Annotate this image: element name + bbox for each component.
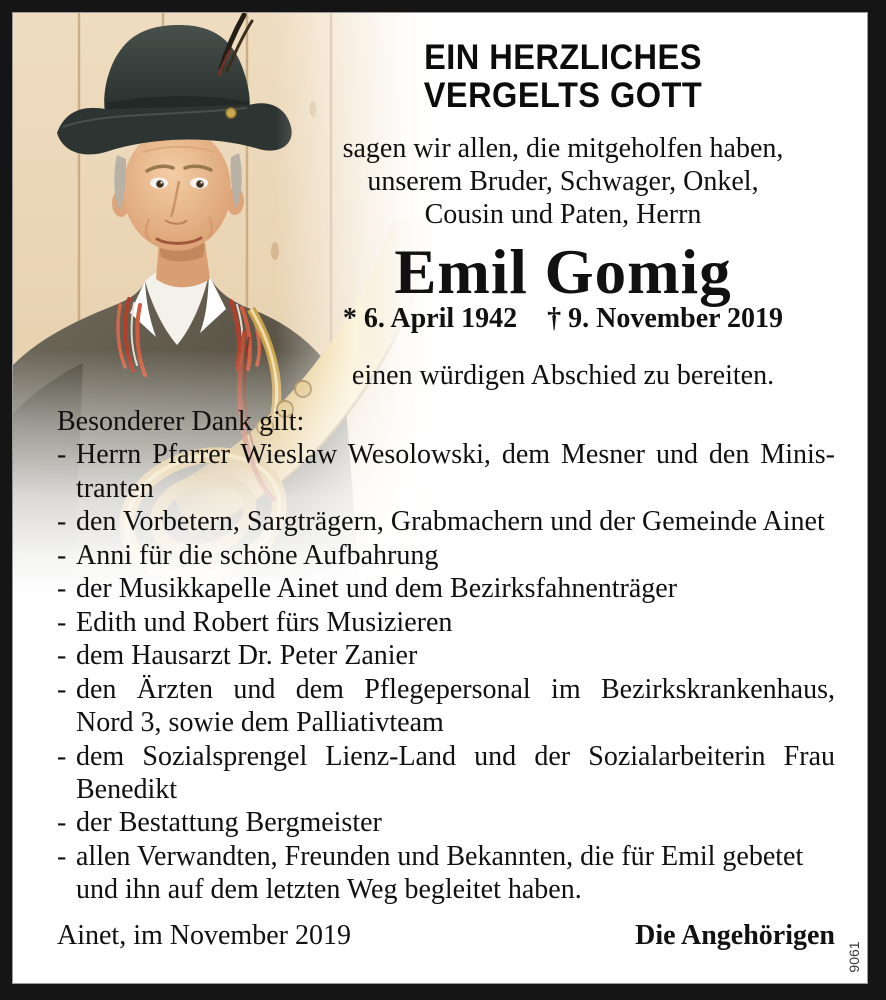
thanks-line: der Bestattung Bergmeister [76, 807, 382, 839]
thanks-line: und ihn auf dem letzten Weg begleitet haben. [76, 874, 582, 906]
bullet-dash: - [57, 807, 67, 839]
thanks-line: der Musikkapelle Ainet und dem Bezirksfahnenträger [76, 573, 678, 605]
thanks-line: den Ärzten und dem Pflegepersonal im Bezirkskrankenhaus, [76, 673, 835, 705]
thanks-item [57, 539, 835, 572]
headline-line2: VERGELTS GOTT [423, 76, 703, 115]
thanks-item [57, 639, 835, 672]
intro-line: unserem Bruder, Schwager, Onkel, [367, 166, 759, 197]
thanks-line: dem Sozialsprengel Lienz-Land und der Sozialarbeiterin Frau [76, 740, 835, 772]
intro-line: Cousin und Paten, Herrn [424, 199, 702, 230]
bullet-dash: - [57, 606, 67, 638]
intro-text [319, 132, 807, 231]
signature: Die Angehörigen [635, 920, 835, 951]
headline [336, 39, 790, 115]
thanks-item [57, 572, 835, 605]
bullet-dash: - [57, 640, 67, 672]
footer [57, 919, 835, 952]
place-date: Ainet, im November 2019 [57, 920, 351, 951]
thanks-item [57, 606, 835, 639]
thanks-item [57, 505, 835, 538]
bullet-dash: - [57, 506, 67, 538]
life-dates [319, 304, 807, 334]
thanks-line: Benedikt [76, 773, 178, 805]
thanks-item [57, 438, 835, 505]
death-date: † 9. November 2019 [547, 303, 784, 334]
bullet-dash: - [57, 740, 67, 772]
thanks-section [57, 405, 835, 907]
thanks-line: Edith und Robert fürs Musizieren [76, 606, 453, 638]
closing-line: einen würdigen Abschied zu bereiten. [351, 360, 775, 391]
thanks-line: allen Verwandten, Freunden und Bekannten, die für Emil gebetet [76, 840, 804, 872]
birth-date: * 6. April 1942 [342, 303, 518, 334]
thanks-line: tranten [76, 472, 154, 504]
thanks-item [57, 740, 835, 807]
thanks-line: Anni für die schöne Aufbahrung [76, 539, 439, 571]
thanks-item [57, 840, 835, 907]
thanks-line: Herrn Pfarrer Wieslaw Wesolowski, dem Mesner und den Minis- [76, 439, 835, 471]
thanks-line: Nord 3, sowie dem Palliativteam [76, 707, 444, 739]
bullet-dash: - [57, 673, 67, 705]
hat-badge [226, 108, 236, 118]
thanks-heading: Besonderer Dank gilt: [57, 406, 305, 437]
bullet-dash: - [57, 840, 67, 872]
bullet-dash: - [57, 573, 67, 605]
intro-line: sagen wir allen, die mitgeholfen haben, [342, 133, 784, 164]
bullet-dash: - [57, 439, 67, 471]
deceased-name: Emil Gomig [394, 237, 732, 307]
thanks-item [57, 806, 835, 839]
obituary-card [12, 12, 868, 984]
thanks-line: den Vorbetern, Sargträgern, Grabmachern und der Gemeinde Ainet [76, 506, 825, 538]
print-code: 9061 [846, 941, 862, 973]
headline-line1: EIN HERZLICHES [424, 38, 702, 77]
thanks-line: dem Hausarzt Dr. Peter Zanier [76, 640, 418, 672]
thanks-item [57, 673, 835, 740]
notice-header-column [319, 39, 807, 392]
bullet-dash: - [57, 539, 67, 571]
